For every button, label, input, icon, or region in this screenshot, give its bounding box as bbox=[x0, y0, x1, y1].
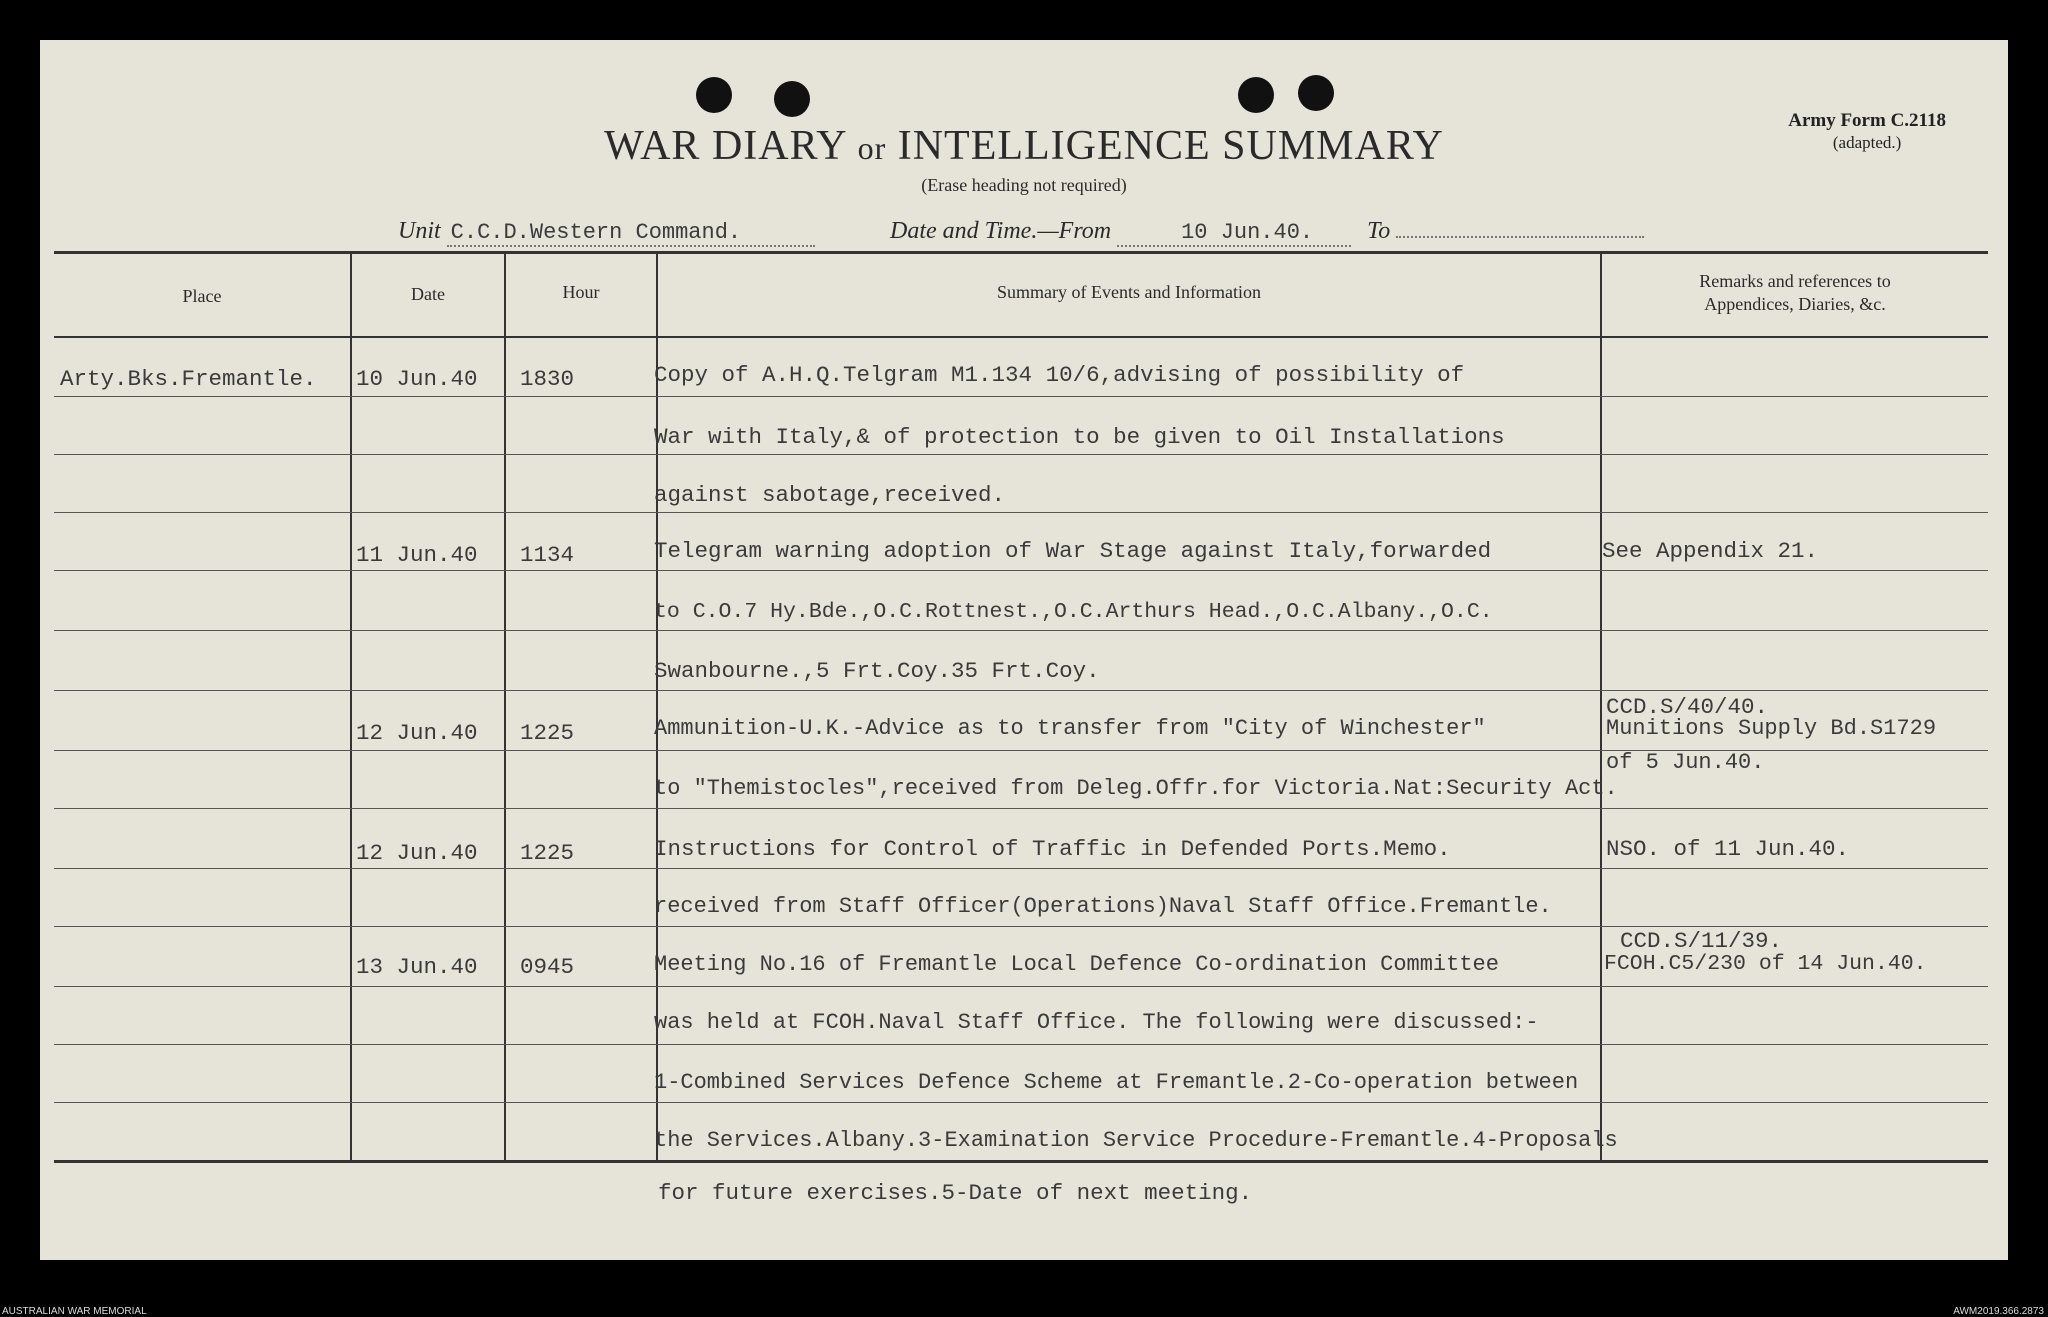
remarks-cell: of 5 Jun.40. bbox=[1606, 750, 1765, 775]
ruled-line bbox=[54, 1044, 1988, 1045]
column-divider bbox=[350, 251, 352, 1162]
header-place: Place bbox=[182, 286, 222, 306]
date-to-value bbox=[1396, 236, 1644, 238]
ruled-line bbox=[54, 926, 1988, 927]
summary-line: to "Themistocles",received from Deleg.Offr.for Victoria.Nat:Security Act. bbox=[654, 776, 1618, 801]
table-top-rule bbox=[54, 251, 1988, 254]
summary-line: Swanbourne.,5 Frt.Coy.35 Frt.Coy. bbox=[654, 658, 1100, 684]
summary-line: was held at FCOH.Naval Staff Office. The following were discussed:- bbox=[654, 1010, 1539, 1035]
ruled-line bbox=[54, 868, 1988, 869]
ruled-line bbox=[54, 630, 1988, 631]
remarks-ref: CCD.S/40/40. bbox=[1606, 694, 1769, 720]
ruled-line bbox=[54, 808, 1988, 809]
date-cell: 10 Jun.40 bbox=[356, 366, 478, 392]
hour-cell: 1830 bbox=[520, 366, 575, 392]
form-title: WAR DIARY or INTELLIGENCE SUMMARY bbox=[604, 123, 1444, 169]
summary-line: Meeting No.16 of Fremantle Local Defence Co-ordination Committee bbox=[654, 952, 1499, 977]
ruled-line bbox=[54, 570, 1988, 571]
table-bottom-rule bbox=[54, 1160, 1988, 1163]
summary-line: to C.O.7 Hy.Bde.,O.C.Rottnest.,O.C.Arthurs Head.,O.C.Albany.,O.C. bbox=[654, 600, 1493, 624]
ruled-line bbox=[54, 454, 1988, 455]
date-cell: 12 Jun.40 bbox=[356, 840, 478, 866]
header-hour: Hour bbox=[562, 282, 600, 302]
header-summary: Summary of Events and Information bbox=[997, 282, 1261, 302]
ruled-line bbox=[54, 690, 1988, 691]
footer-credit: AUSTRALIAN WAR MEMORIAL bbox=[2, 1306, 147, 1317]
ruled-line bbox=[54, 396, 1988, 397]
hour-cell: 1134 bbox=[520, 542, 575, 568]
punch-hole bbox=[1298, 75, 1334, 111]
summary-line: the Services.Albany.3-Examination Service Procedure-Fremantle.4-Proposals bbox=[654, 1128, 1618, 1153]
column-divider bbox=[504, 251, 506, 1162]
date-from-value: 10 Jun.40. bbox=[1117, 220, 1351, 247]
header-remarks: Remarks and references to Appendices, Diaries, &c. bbox=[1699, 271, 1891, 314]
remarks-ref: CCD.S/11/39. bbox=[1620, 928, 1783, 954]
summary-line: War with Italy,& of protection to be given to Oil Installations bbox=[654, 424, 1505, 450]
punch-hole bbox=[696, 77, 732, 113]
form-subtitle: (Erase heading not required) bbox=[921, 175, 1127, 195]
summary-line: Telegram warning adoption of War Stage against Italy,forwarded bbox=[654, 538, 1492, 564]
place-cell: Arty.Bks.Fremantle. bbox=[60, 366, 317, 392]
ruled-line bbox=[54, 512, 1988, 513]
army-form-number: Army Form C.2118 (adapted.) bbox=[1788, 110, 1946, 152]
punch-hole bbox=[774, 81, 810, 117]
continuation-line: for future exercises.5-Date of next meeting. bbox=[658, 1180, 1253, 1206]
remarks-cell: See Appendix 21. bbox=[1602, 538, 1819, 564]
punch-hole bbox=[1238, 77, 1274, 113]
summary-line: 1-Combined Services Defence Scheme at Fremantle.2-Co-operation between bbox=[654, 1070, 1579, 1095]
remarks-cell: FCOH.C5/230 of 14 Jun.40. bbox=[1604, 952, 1927, 976]
summary-line: Copy of A.H.Q.Telgram M1.134 10/6,advising of possibility of bbox=[654, 362, 1465, 388]
date-cell: 13 Jun.40 bbox=[356, 954, 478, 980]
header-bottom-rule bbox=[54, 336, 1988, 338]
summary-line: Instructions for Control of Traffic in Defended Ports.Memo. bbox=[654, 836, 1451, 862]
summary-line: received from Staff Officer(Operations)Naval Staff Office.Fremantle. bbox=[654, 894, 1552, 919]
diary-page bbox=[40, 40, 2008, 1260]
column-divider bbox=[1600, 251, 1602, 1162]
unit-value: C.C.D.Western Command. bbox=[447, 220, 815, 247]
ruled-line bbox=[54, 986, 1988, 987]
footer-accession: AWM2019.366.2873 bbox=[1953, 1306, 2044, 1317]
ruled-line bbox=[54, 1102, 1988, 1103]
remarks-cell: Munitions Supply Bd.S1729 bbox=[1606, 716, 1937, 741]
hour-cell: 0945 bbox=[520, 954, 575, 980]
date-cell: 11 Jun.40 bbox=[356, 542, 478, 568]
hour-cell: 1225 bbox=[520, 840, 575, 866]
date-line: Date and Time.—From 10 Jun.40. To bbox=[890, 218, 1644, 247]
summary-line: Ammunition-U.K.-Advice as to transfer from "City of Winchester" bbox=[654, 716, 1486, 741]
unit-line: Unit C.C.D.Western Command. bbox=[398, 218, 815, 247]
date-cell: 12 Jun.40 bbox=[356, 720, 478, 746]
remarks-cell: NSO. of 11 Jun.40. bbox=[1606, 836, 1850, 862]
hour-cell: 1225 bbox=[520, 720, 575, 746]
summary-line: against sabotage,received. bbox=[654, 482, 1006, 508]
header-date: Date bbox=[411, 284, 445, 304]
